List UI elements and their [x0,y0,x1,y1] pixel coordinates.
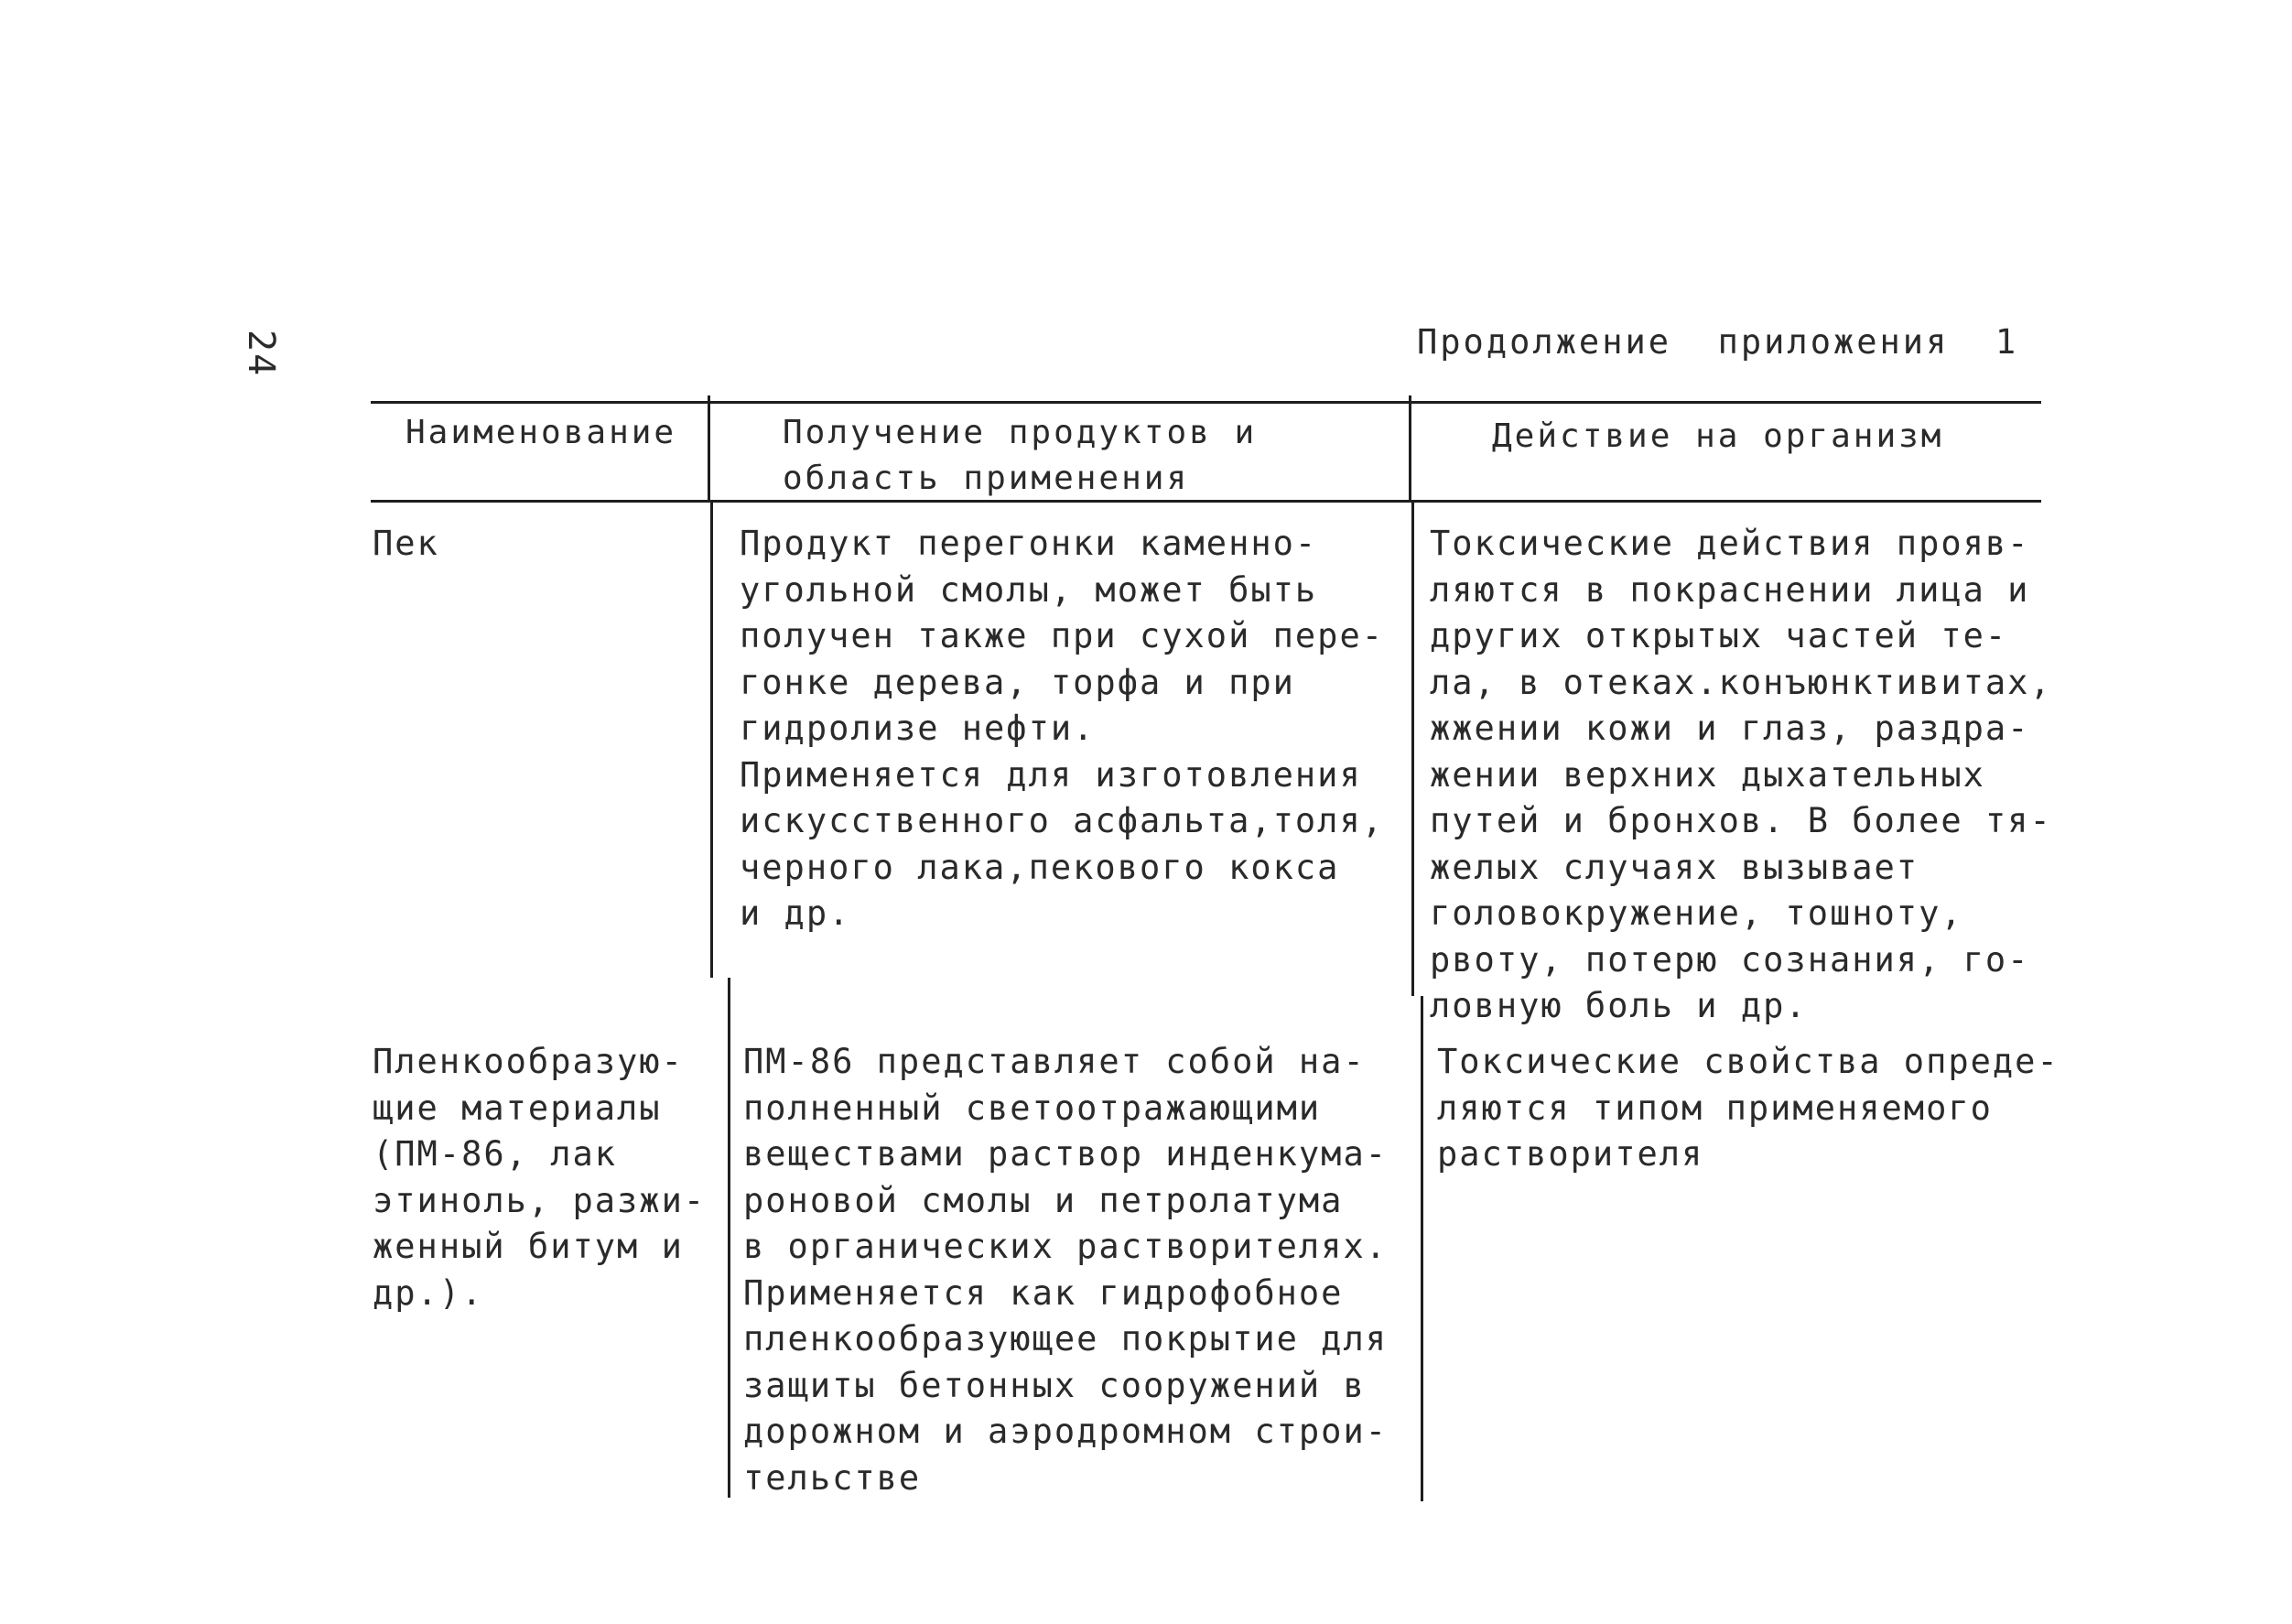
header-divider-2 [1409,395,1411,502]
header-effect: Действие на организм [1492,417,1944,455]
continuation-caption: Продолжение приложения 1 [1417,322,2019,362]
header-name: Наименование [405,414,677,451]
row-2-effect: Токсические свойства опреде- ляются типом применяемого растворителя [1437,1042,2060,1174]
row-2-production: ПМ-86 представляет собой на- полненный светоотражающими веществами раствор инденкума- роновой смолы и петролатума в органических растворителях. Применяется как гидрофобное пленкообразующее покрытие для защиты бетонных сооружений в дорожном и аэродромном строи- тельстве [743,1042,1389,1498]
body-divider-1b [728,978,730,1498]
row-1-production: Продукт перегонки каменно- угольной смолы, может быть получен также при сухой пере- гонке дерева, торфа и при гидролизе нефти. Применяется для изготовления искусственного асфальта,толя, черного лака,пекового кокса и др. [740,524,1385,933]
row-2-name: Пленкообразую- щие материалы (ПМ-86, лак этиноль, разжи- женный битум и др.). [373,1042,707,1313]
header-divider-1 [708,395,710,502]
body-divider-2a [1411,502,1414,996]
row-1-effect: Токсические действия прояв- ляются в покраснении лица и других открытых частей те- ла, в отеках.конъюнктивитах, жжении кожи и глаз, раздра- жении верхних дыхательных путей и бронхов. В более тя- желых случаях вызывает головокружение, тошноту, рвоту, потерю сознания, го- ловную боль и др. [1430,524,2052,1025]
row-1-name: Пек [373,524,439,563]
table-top-rule [371,401,2041,404]
body-divider-2b [1421,996,1423,1501]
body-divider-1a [710,502,713,978]
page-number: 24 [240,330,282,378]
header-production: Получение продуктов и область применения [783,414,1258,497]
